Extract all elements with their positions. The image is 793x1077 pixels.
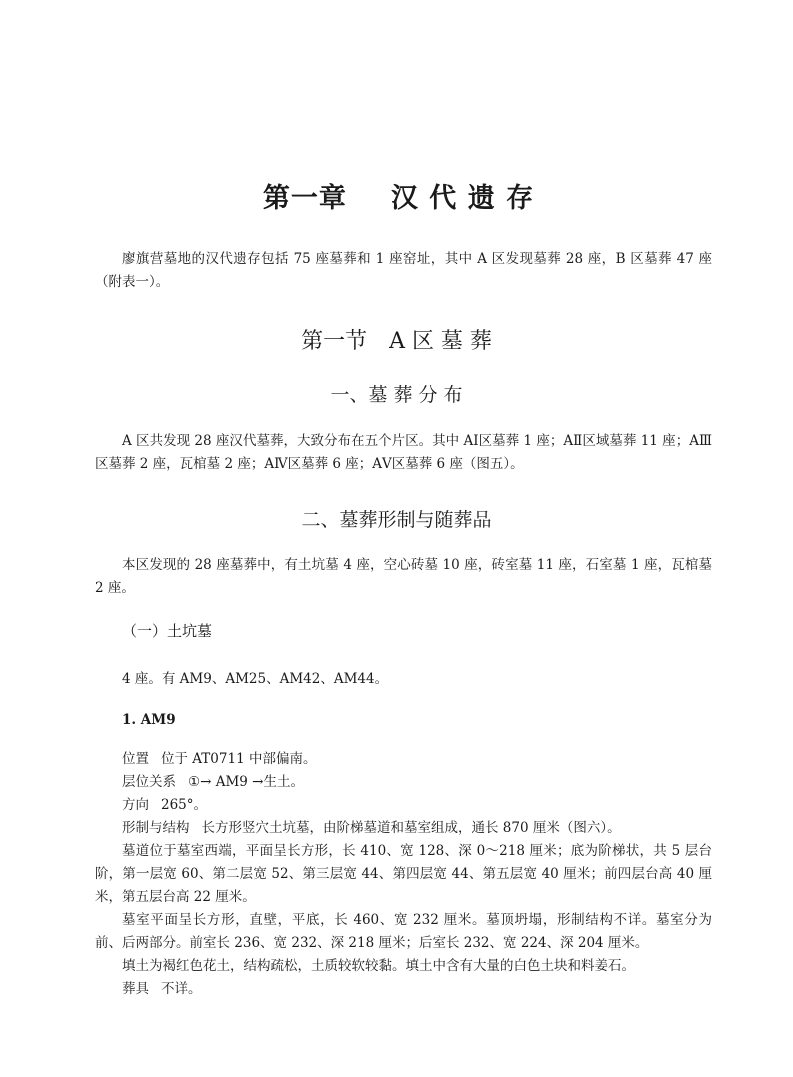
passage-paragraph: 墓道位于墓室西端，平面呈长方形，长 410、宽 128、深 0～218 厘米；底为阶梯状，共 5 层台阶，第一层宽 60、第二层宽 52、第三层宽 44、第四层宽 44、第五层宽 40 厘米；前四层台高 40 厘米，第五层台高 22 厘米。 (95, 843, 712, 905)
part1-paragraph: A 区共发现 28 座汉代墓葬，大致分布在五个片区。其中 AⅠ区墓葬 1 座；AⅡ区域墓葬 11 座；AⅢ区墓葬 2 座，瓦棺墓 2 座；AⅣ区墓葬 6 座；AⅤ区墓葬 6 座（图五）。 (95, 433, 712, 472)
part2-title: 二、墓葬形制与随葬品 (301, 509, 492, 531)
coffin-label: 葬具 (122, 981, 149, 997)
location-line (122, 748, 316, 771)
part1-title: 一、墓 葬 分 布 (330, 384, 463, 406)
coffin-line (122, 978, 202, 1001)
chamber-paragraph: 墓室平面呈长方形，直壁，平底，长 460、宽 232 厘米。墓顶坍塌，形制结构不详。墓室分为前、后两部分。前室长 236、宽 232、深 218 厘米；后室长 232、宽 224、深 204 厘米。 (95, 912, 712, 951)
form-value: 长方形竖穴土坑墓，由阶梯墓道和墓室组成，通长 870 厘米（图六）。 (201, 820, 621, 836)
chapter-number: 第一章 (262, 183, 347, 214)
section-title: 第一节 A 区 墓 葬 (301, 329, 492, 354)
strata-label: 层位关系 (122, 774, 176, 790)
fill-paragraph: 填土为褐红色花土，结构疏松，土质较软较黏。填土中含有大量的白色土块和料姜石。 (122, 958, 635, 974)
part2-paragraph: 本区发现的 28 座墓葬中，有土坑墓 4 座，空心砖墓 10 座，砖室墓 11 座，石室墓 1 座，瓦棺墓 2 座。 (95, 557, 712, 596)
strata-line (122, 771, 304, 794)
location-label: 位置 (122, 751, 149, 767)
subsection-heading: （一）土坑墓 (122, 622, 213, 640)
direction-line (122, 794, 207, 817)
form-line (122, 817, 621, 840)
direction-label: 方向 (122, 797, 149, 813)
tomb-count-text: 4 座。有 AM9、AM25、AM42、AM44。 (122, 671, 389, 687)
chapter-title (0, 176, 793, 215)
strata-value: ①→ AM9 →生土。 (188, 774, 304, 790)
tomb-heading: 1. AM9 (122, 712, 176, 728)
form-label: 形制与结构 (122, 820, 190, 836)
intro-paragraph: 廖旗营墓地的汉代遗存包括 75 座墓葬和 1 座窑址，其中 A 区发现墓葬 28 座，B 区墓葬 47 座（附表一）。 (95, 251, 712, 290)
coffin-value: 不详。 (161, 981, 202, 997)
direction-value: 265°。 (161, 797, 208, 813)
chapter-name: 汉 代 遗 存 (390, 183, 535, 214)
location-value: 位于 AT0711 中部偏南。 (161, 751, 317, 767)
